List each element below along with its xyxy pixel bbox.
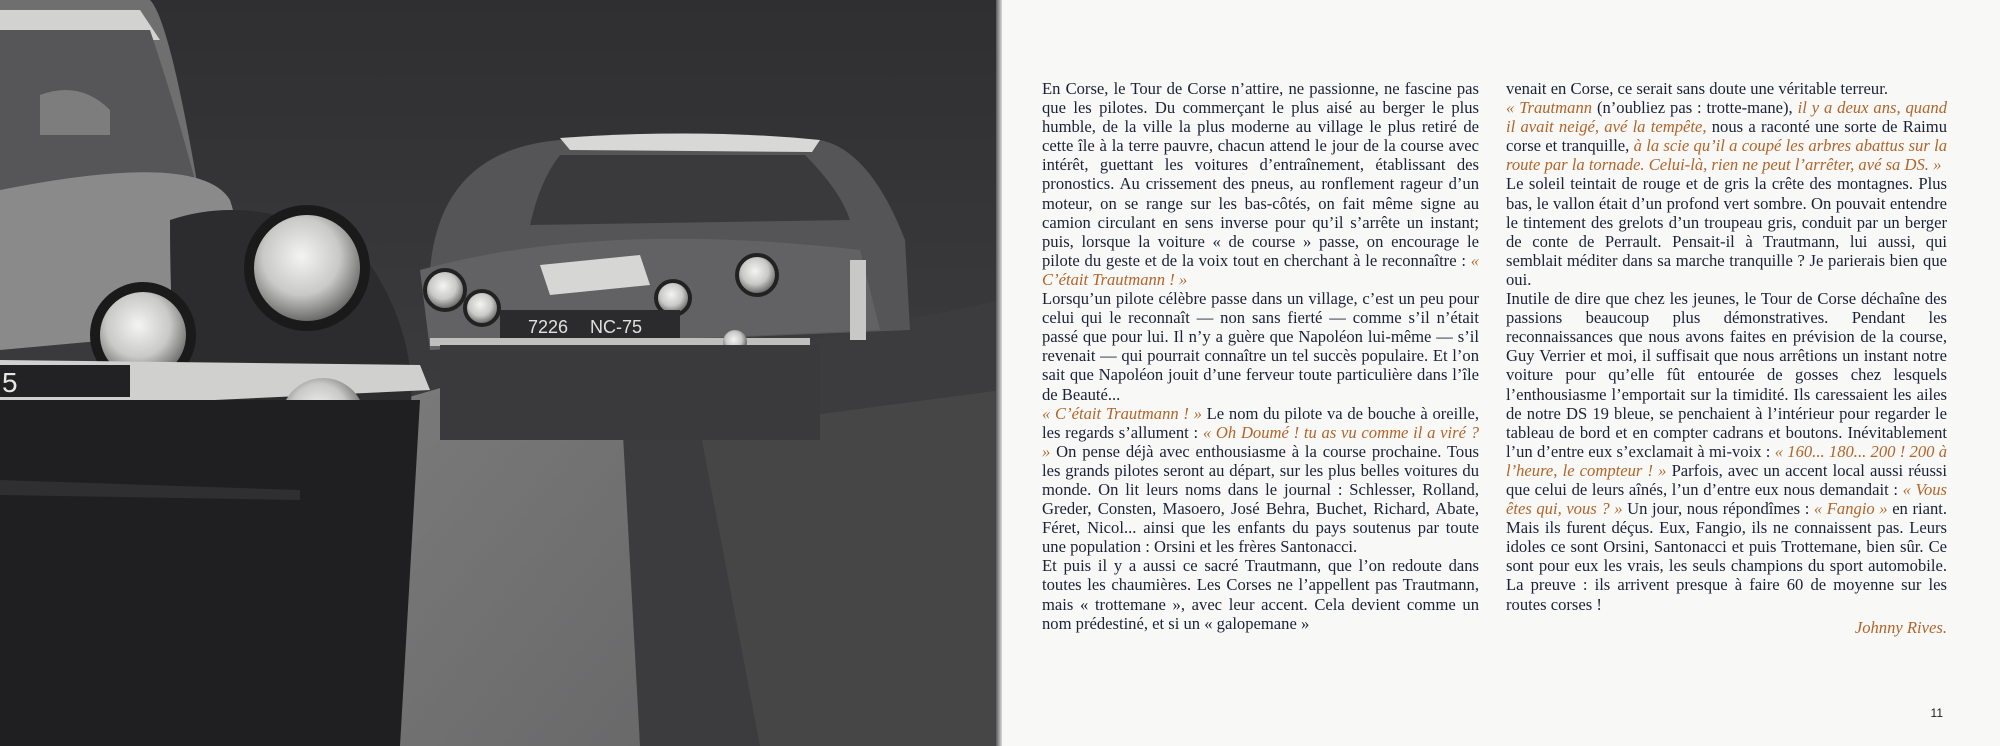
body-text: Un jour, nous répondîmes : (1622, 499, 1814, 519)
body-text: Le soleil teintait de rouge et de gris la crête des montagnes. Plus bas, le vallon était d’un profond vert sombre. On pouvait entendre le tintement des grelots d’un troupeau gris, conduit par un berger de conte de Perrault. Pensait-il à Trautmann, lui aussi, qui semblait méditer dans sa marche tranquille ? Je parierais bien que oui. (1506, 174, 1947, 289)
foglight-right (656, 281, 690, 315)
article-paragraph (1506, 79, 1947, 98)
text-page (1002, 0, 2000, 746)
article-column-left (1042, 79, 1479, 633)
body-text: venait en Corse, ce serait sans doute une véritable terreur. (1506, 79, 1888, 98)
body-text: en riant. Mais ils furent déçus. Eux, Fangio, ils ne connaissent pas. Leurs idoles ce sont Orsini, Santonacci et puis Trottemane, bien sûr. Ce sont pour eux les vrais, les seuls champions du sport automobile. La preuve : ils arrivent presque à faire 60 de moyenne sur les routes corses ! (1506, 499, 1947, 614)
article-paragraph (1506, 174, 1947, 289)
article-paragraph (1042, 404, 1479, 557)
body-text: (n’oubliez pas : trotte-mane), (1592, 98, 1798, 118)
windscreen (530, 155, 850, 225)
quote-text: « Fangio » (1813, 499, 1888, 519)
quote-text: « Oh Doumé ! tu as vu comme il a viré ? » (1042, 422, 1479, 461)
author-signature: Johnny Rives. (1854, 617, 1947, 637)
quote-text: il y a deux ans, quand il avait neigé, avé la tempête, (1506, 98, 1947, 137)
body-text: Lorsqu’un pilote célèbre passe dans un village, c’est un peu pour celui qui le reconnaît — non sans fierté — comme s’il n’était passé que pour lui. Il n’y a guère que Napoléon lui-même — s’il revenait — qui pourrait connaître un tel succès populaire. Et l’on sait que Napoléon jouit d’une ferveur toute particulière dans l’île de Beauté... (1042, 289, 1479, 404)
fg-license-plate (0, 365, 130, 397)
quote-text: « C’était Trautmann ! » (1042, 250, 1479, 289)
plate-number-right: NC-75 (590, 317, 643, 337)
fg-headlight (249, 210, 365, 326)
headlight-left (425, 270, 465, 310)
quote-text: « 160... 180... 200 ! 200 à l’heure, le compteur ! » (1506, 441, 1948, 480)
car-underbody (440, 345, 820, 440)
body-text: On pense déjà avec enthousiasme à la course prochaine. Tous les grands pilotes seront au départ, sur les plus belles voitures du monde. On lit leurs noms dans le journal : Schlesser, Rolland, Greder, Consten, Masoero, José Behra, Buchet, Richard, Abate, Féret, Nicol... ainsi que les enfants du pays soutenus par toute une population : Orsini et les frères Santonacci. (1042, 441, 1479, 557)
article-paragraph (1042, 556, 1479, 632)
headlight-right (737, 255, 777, 295)
article-paragraph (1042, 79, 1479, 289)
body-text: En Corse, le Tour de Corse n’attire, ne passionne, ne fascine pas que les pilotes. Du commerçant le plus aisé au berger le plus humble, de la ville la plus moderne au village le plus retiré de cette île à la terre pauvre, chacun attend le jour de la course avec intérêt, guettant les voitures d’entraînement, établissant des pronostics. Au crissement des pneus, au ronflement rageur d’un moteur, on se range sur les bas-côtés, on fait même signe au camion circulant en sens inverse pour qu’il s’arrête un instant; puis, lorsque la voiture « de course » passe, on encourage le pilote du geste et de la voix tout en cherchant à le reconnaître : (1042, 79, 1479, 270)
quote-text: « Vous êtes qui, vous ? » (1506, 479, 1948, 519)
quote-text: « C’était Trautmann ! » (1042, 403, 1202, 423)
article-paragraph (1042, 289, 1479, 404)
fg-plate-fragment: 5 (2, 367, 18, 398)
body-text: Et puis il y a aussi ce sacré Trautmann, que l’on redoute dans toutes les chaumières. Les Corses ne l’appellent pas Trautmann, mais « trottemane », avec leur accent. Cela devient comme un nom prédestiné, et si un « galopemane » (1042, 556, 1479, 633)
article-paragraph (1506, 289, 1947, 614)
foglight-left (465, 291, 499, 325)
plate-number-left: 7226 (528, 317, 569, 337)
page-number: 11 (1930, 706, 1943, 720)
quote-text: à la scie qu’il a coupé les arbres abattus sur la route par la tornade. Celui-là, rien ne peut l’arrêter, avé sa DS. » (1506, 136, 1947, 175)
article-paragraph (1506, 98, 1947, 174)
fg-lower-body (0, 400, 420, 746)
body-text: nous a raconté une sorte de Raimu corse et tranquille, (1506, 117, 1947, 156)
body-text: Inutile de dire que chez les jeunes, le Tour de Corse déchaîne des passions beaucoup plus démonstratives. Pendant les reconnaissances que nous avons faites en prévision de la course, Guy Verrier et moi, il suffisait que nous arrêtions un instant notre voiture pour qu’elle fût entourée de gosses chez lesquels l’enthousiasme l’emportait sur la timidité. Ils caressaient les ailes de notre DS 19 bleue, se penchaient à l’intérieur pour regarder le tableau de bord et en compter cadrans et boutons. Inévitablement l’un d’entre eux s’exclamait à mi-voix : (1506, 289, 1947, 461)
quote-text: « Trautmann (1506, 98, 1593, 118)
article-column-right (1506, 79, 1947, 637)
body-text: Le nom du pilote va de bouche à oreille, les regards s’allument : (1042, 403, 1479, 442)
bumper (430, 338, 810, 346)
body-text: Parfois, avec un accent local aussi réussi que celui de leurs aînés, l’un d’entre eux nous demandait : (1506, 460, 1947, 499)
side-mirror-trim (850, 260, 866, 340)
